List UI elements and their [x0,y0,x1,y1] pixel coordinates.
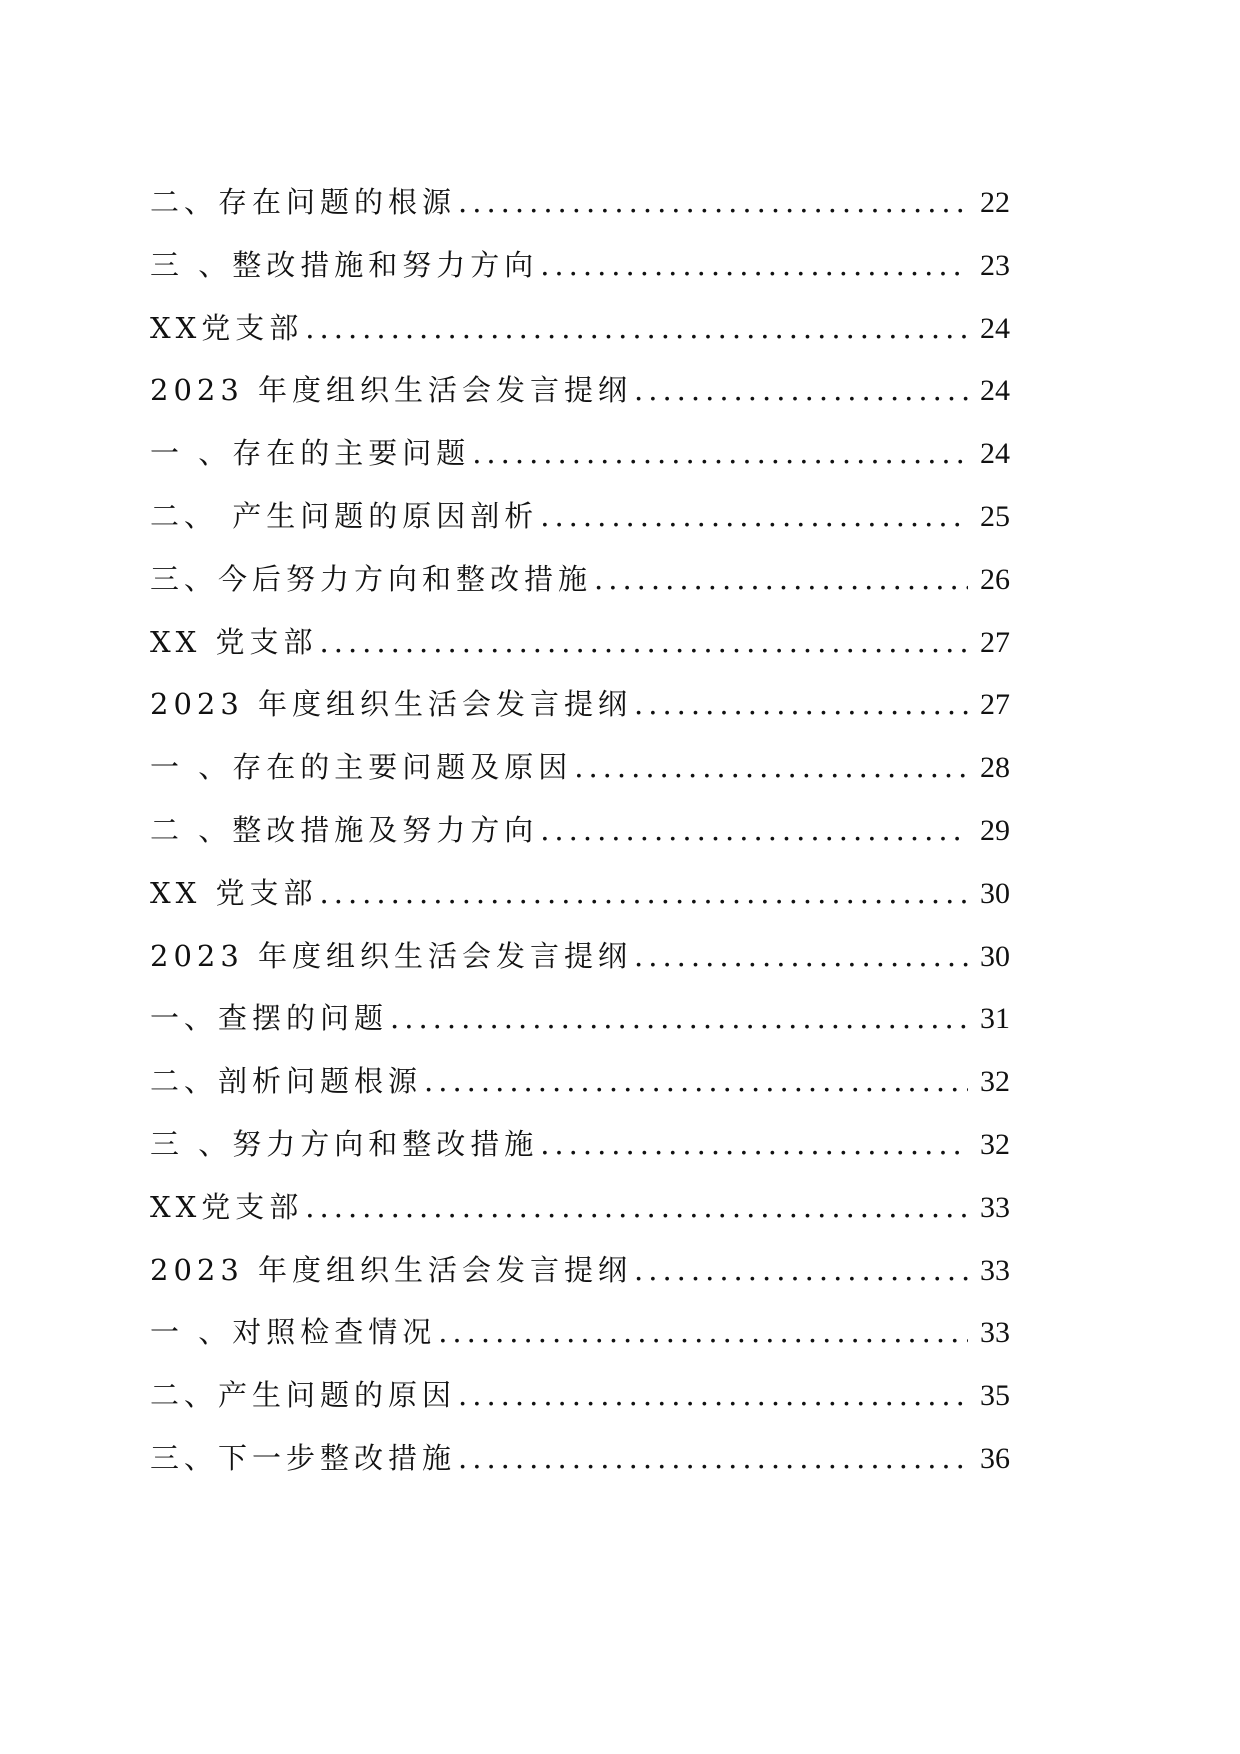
toc-page-number: 33 [980,1316,1010,1350]
toc-page-number: 25 [980,499,1010,533]
toc-page-number: 32 [980,1127,1010,1161]
toc-entry[interactable] [150,1059,1010,1122]
toc-dot-leader [540,499,968,533]
toc-page-number: 35 [980,1379,1010,1413]
toc-entry-title: 二、产生问题的原因 [150,1378,457,1413]
toc-entry[interactable] [150,682,1010,745]
toc-dot-leader [634,373,968,407]
toc-entry[interactable] [150,1310,1010,1373]
toc-dot-leader [305,1190,968,1224]
toc-dot-leader [634,939,968,973]
toc-entry[interactable] [150,745,1010,808]
toc-entry-title: 三、下一步整改措施 [150,1440,457,1475]
toc-entry-title: 二、 产生问题的原因剖析 [150,498,539,533]
toc-entry-title: 2023 年度组织生活会发言提纲 [150,938,633,973]
toc-dot-leader [634,687,968,721]
toc-page-number: 29 [980,813,1010,847]
toc-entry-title: XX 党支部 [150,875,318,910]
toc-entry[interactable] [150,180,1010,243]
toc-dot-leader [472,436,968,470]
toc-entry[interactable] [150,620,1010,683]
toc-entry-title: XX 党支部 [150,624,318,659]
toc-entry-title: 一、查摆的问题 [150,1001,389,1036]
toc-dot-leader [305,311,968,345]
toc-dot-leader [540,1127,968,1161]
toc-entry-title: 一 、存在的主要问题及原因 [150,750,573,785]
toc-page-number: 30 [980,939,1010,973]
toc-entry[interactable] [150,996,1010,1059]
toc-entry[interactable] [150,1436,1010,1499]
toc-dot-leader [540,248,968,282]
toc-dot-leader [320,876,968,910]
toc-dot-leader [634,1253,968,1287]
toc-dot-leader [438,1315,968,1349]
toc-dot-leader [540,813,968,847]
toc-page-number: 26 [980,562,1010,596]
toc-entry-title: XX党支部 [150,310,304,345]
toc-page-number: 27 [980,625,1010,659]
toc-page-number: 30 [980,876,1010,910]
toc-entry-title: 二、剖析问题根源 [150,1064,423,1099]
toc-entry[interactable] [150,243,1010,306]
toc-entry-title: XX党支部 [150,1189,304,1224]
toc-page-number: 22 [980,186,1010,219]
toc-entry[interactable] [150,1248,1010,1311]
toc-entry[interactable] [150,431,1010,494]
toc-dot-leader [458,1378,968,1412]
toc-entry[interactable] [150,1373,1010,1436]
toc-entry-title: 一 、对照检查情况 [150,1315,437,1350]
toc-entry[interactable] [150,1122,1010,1185]
toc-page-number: 24 [980,437,1010,471]
toc-entry-title: 2023 年度组织生活会发言提纲 [150,1252,633,1287]
toc-entry[interactable] [150,494,1010,557]
toc-dot-leader [458,185,968,219]
toc-entry-title: 2023 年度组织生活会发言提纲 [150,687,633,722]
toc-page-number: 24 [980,311,1010,345]
toc-page-number: 33 [980,1253,1010,1287]
toc-page-number: 24 [980,374,1010,408]
toc-entry-title: 二、存在问题的根源 [150,185,457,219]
toc-dot-leader [574,750,968,784]
toc-dot-leader [594,562,968,596]
toc-dot-leader [390,1001,968,1035]
toc-page-number: 23 [980,248,1010,282]
toc-dot-leader [424,1064,968,1098]
toc-page-number: 32 [980,1065,1010,1099]
toc-page-number: 33 [980,1190,1010,1224]
toc-entry-title: 2023 年度组织生活会发言提纲 [150,373,633,408]
toc-entry[interactable] [150,368,1010,431]
toc-dot-leader [320,625,968,659]
toc-entry[interactable] [150,934,1010,997]
toc-entry-title: 三 、努力方向和整改措施 [150,1126,539,1161]
toc-entry[interactable] [150,306,1010,369]
toc-dot-leader [458,1441,968,1475]
toc-entry[interactable] [150,1185,1010,1248]
toc-page-number: 27 [980,688,1010,722]
toc-entry-title: 一 、存在的主要问题 [150,436,471,471]
toc-entry-title: 三、今后努力方向和整改措施 [150,561,593,596]
toc-page-number: 28 [980,751,1010,785]
toc-entry[interactable] [150,557,1010,620]
toc-page-number: 36 [980,1441,1010,1475]
toc-entry-title: 二 、整改措施及努力方向 [150,812,539,847]
table-of-contents [150,180,1010,1499]
toc-entry-title: 三 、整改措施和努力方向 [150,247,539,282]
toc-page-number: 31 [980,1002,1010,1036]
toc-entry[interactable] [150,808,1010,871]
toc-entry[interactable] [150,871,1010,934]
